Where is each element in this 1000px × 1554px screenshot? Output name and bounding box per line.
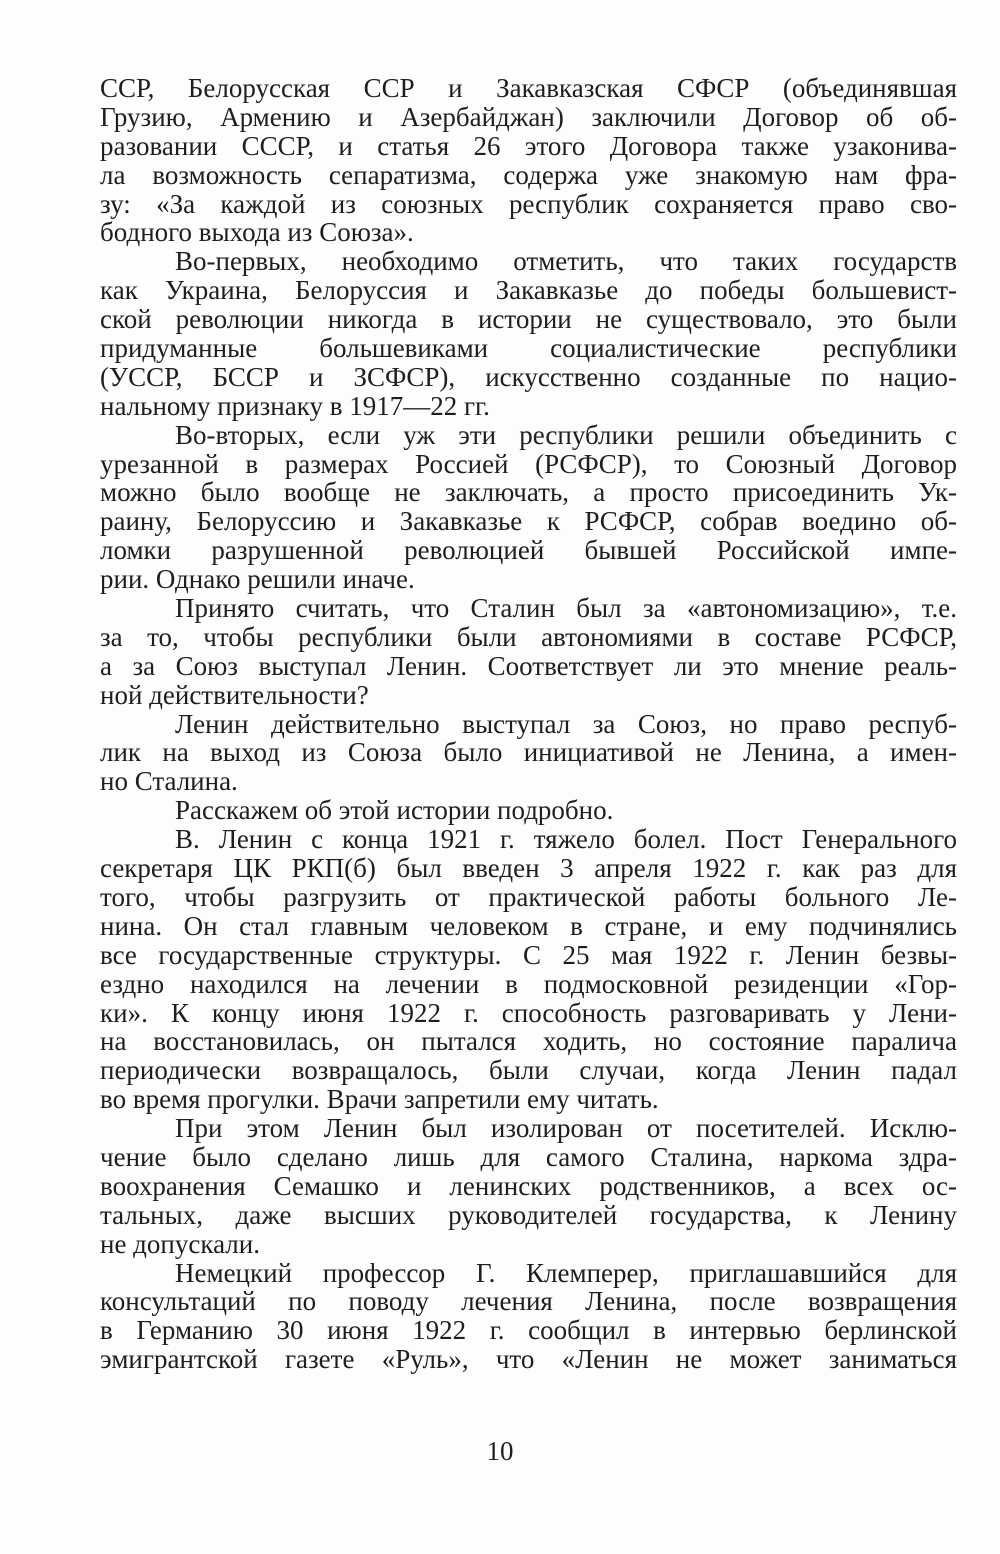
text-line: [100, 1143, 957, 1172]
text-line: [100, 565, 957, 594]
text-line: [100, 652, 957, 681]
text-line-content: нальному признаку в 1917—22 гг.: [100, 390, 490, 421]
paragraph: [100, 1114, 957, 1258]
text-line: [100, 594, 957, 623]
text-line: [100, 421, 957, 450]
text-line: [100, 478, 957, 507]
text-line: [100, 970, 957, 999]
text-line: [100, 1316, 957, 1345]
text-line-content: периодически возвращалось, были случаи, когда Ленин падал: [100, 1055, 957, 1086]
paragraph: [100, 825, 957, 1114]
text-line-content: того, чтобы разгрузить от практической работы больного Ле-: [100, 881, 957, 912]
text-line: [100, 854, 957, 883]
text-line: [100, 276, 957, 305]
text-line: [100, 1345, 957, 1374]
paragraph: [100, 796, 957, 825]
page-number: 10: [486, 1436, 514, 1466]
text-line-content: раину, Белоруссию и Закавказье к РСФСР, собрав воедино об-: [100, 506, 957, 537]
text-line: [100, 363, 957, 392]
text-line-content: ССР, Белорусская ССР и Закавказская СФСР (объединявшая: [100, 73, 957, 103]
text-line: [100, 161, 957, 190]
text-line: [100, 1201, 957, 1230]
text-line: [100, 912, 957, 941]
text-line: [100, 883, 957, 912]
text-line-content: бодного выхода из Союза».: [100, 217, 414, 248]
text-line: [100, 1114, 957, 1143]
text-line-content: не допускали.: [100, 1228, 260, 1259]
text-line: [100, 1056, 957, 1085]
text-line: [100, 1287, 957, 1316]
text-line-content: Грузию, Армению и Азербайджан) заключили Договор об об-: [100, 101, 957, 132]
text-line: [100, 450, 957, 479]
text-line-content: ломки разрушенной революцией бывшей Российской импе-: [100, 535, 957, 566]
text-line-content: за то, чтобы республики были автономиями в составе РСФСР,: [100, 621, 957, 652]
text-line: [100, 941, 957, 970]
paragraph: [100, 74, 957, 247]
text-line: [100, 392, 957, 421]
text-line-content: Во-вторых, если уж эти республики решили объединить с: [175, 419, 957, 450]
text-line: [100, 796, 957, 825]
text-line-content: на восстановилась, он пытался ходить, но состояние паралича: [100, 1026, 957, 1057]
text-line: [100, 305, 957, 334]
text-line-content: рии. Однако решили иначе.: [100, 564, 415, 595]
text-line-content: консультаций по поводу лечения Ленина, после возвращения: [100, 1286, 957, 1317]
text-line: [100, 103, 957, 132]
text-line-content: урезанной в размерах Россией (РСФСР), то Союзный Договор: [100, 448, 957, 479]
text-line-content: Во-первых, необходимо отметить, что таких государств: [175, 246, 957, 277]
paragraph: [100, 247, 957, 420]
text-line: [100, 218, 957, 247]
text-line-content: ездно находился на лечении в подмосковной резиденции «Гор-: [100, 968, 957, 999]
text-line-content: как Украина, Белоруссия и Закавказье до победы большевист-: [100, 275, 957, 306]
text-line: [100, 1085, 957, 1114]
text-line-content: в Германию 30 июня 1922 г. сообщил в интервью берлинской: [100, 1315, 957, 1346]
text-line-content: секретаря ЦК РКП(б) был введен 3 апреля 1922 г. как раз для: [100, 853, 957, 884]
text-line-content: лик на выход из Союза было инициативой не Ленина, а имен-: [100, 737, 957, 768]
text-line-content: тальных, даже высших руководителей государства, к Ленину: [100, 1199, 957, 1230]
text-line: [100, 132, 957, 161]
text-line: [100, 738, 957, 767]
text-line: [100, 623, 957, 652]
text-line: [100, 999, 957, 1028]
text-line: [100, 536, 957, 565]
text-line-content: воохранения Семашко и ленинских родственников, а всех ос-: [100, 1170, 957, 1201]
text-line-content: ной действительности?: [100, 679, 369, 710]
paragraph: [100, 594, 957, 710]
text-line-content: но Сталина.: [100, 766, 238, 797]
paragraph: [100, 710, 957, 797]
text-line-content: При этом Ленин был изолирован от посетителей. Исклю-: [175, 1113, 957, 1144]
text-line: [100, 74, 957, 103]
text-line: [100, 1259, 957, 1288]
text-line: [100, 825, 957, 854]
text-line: [100, 710, 957, 739]
paragraph: [100, 421, 957, 594]
text-line-content: нина. Он стал главным человеком в стране, и ему подчинялись: [100, 910, 957, 941]
text-line: [100, 334, 957, 363]
text-line: [100, 681, 957, 710]
text-line-content: во время прогулки. Врачи запретили ему читать.: [100, 1084, 659, 1115]
text-line-content: можно было вообще не заключать, а просто присоединить Ук-: [100, 477, 957, 508]
text-line-content: Принято считать, что Сталин был за «автономизацию», т.е.: [175, 593, 957, 624]
text-line-content: ла возможность сепаратизма, содержа уже знакомую нам фра-: [100, 159, 957, 190]
text-line-content: Ленин действительно выступал за Союз, но право респуб-: [175, 708, 957, 739]
text-line-content: все государственные структуры. С 25 мая 1922 г. Ленин безвы-: [100, 939, 957, 970]
text-line-content: ской революции никогда в истории не существовало, это были: [100, 304, 957, 335]
text-line: [100, 247, 957, 276]
text-line-content: В. Ленин с конца 1921 г. тяжело болел. Пост Генерального: [175, 824, 957, 855]
text-line: [100, 507, 957, 536]
text-line-content: эмигрантской газете «Руль», что «Ленин не может заниматься: [100, 1344, 957, 1375]
text-line-content: ки». К концу июня 1922 г. способность разговаривать у Лени-: [100, 997, 957, 1028]
body-text: [100, 74, 957, 1374]
text-line-content: придуманные большевиками социалистические республики: [100, 333, 957, 364]
text-line-content: зу: «За каждой из союзных республик сохраняется право сво-: [100, 188, 957, 219]
text-line-content: чение было сделано лишь для самого Сталина, наркома здра-: [100, 1141, 957, 1172]
text-line-content: а за Союз выступал Ленин. Соответствует ли это мнение реаль-: [100, 650, 957, 681]
text-line: [100, 1172, 957, 1201]
text-line: [100, 1027, 957, 1056]
paragraph: [100, 1259, 957, 1375]
text-line-content: разовании СССР, и статья 26 этого Договора также узаконива-: [100, 130, 957, 161]
text-line-content: (УССР, БССР и ЗСФСР), искусственно созданные по нацио-: [100, 361, 957, 392]
text-line: [100, 1230, 957, 1259]
text-line-content: Расскажем об этой истории подробно.: [175, 795, 614, 826]
text-line: [100, 190, 957, 219]
text-line-content: Немецкий профессор Г. Клемперер, приглашавшийся для: [175, 1257, 957, 1288]
text-line: [100, 767, 957, 796]
